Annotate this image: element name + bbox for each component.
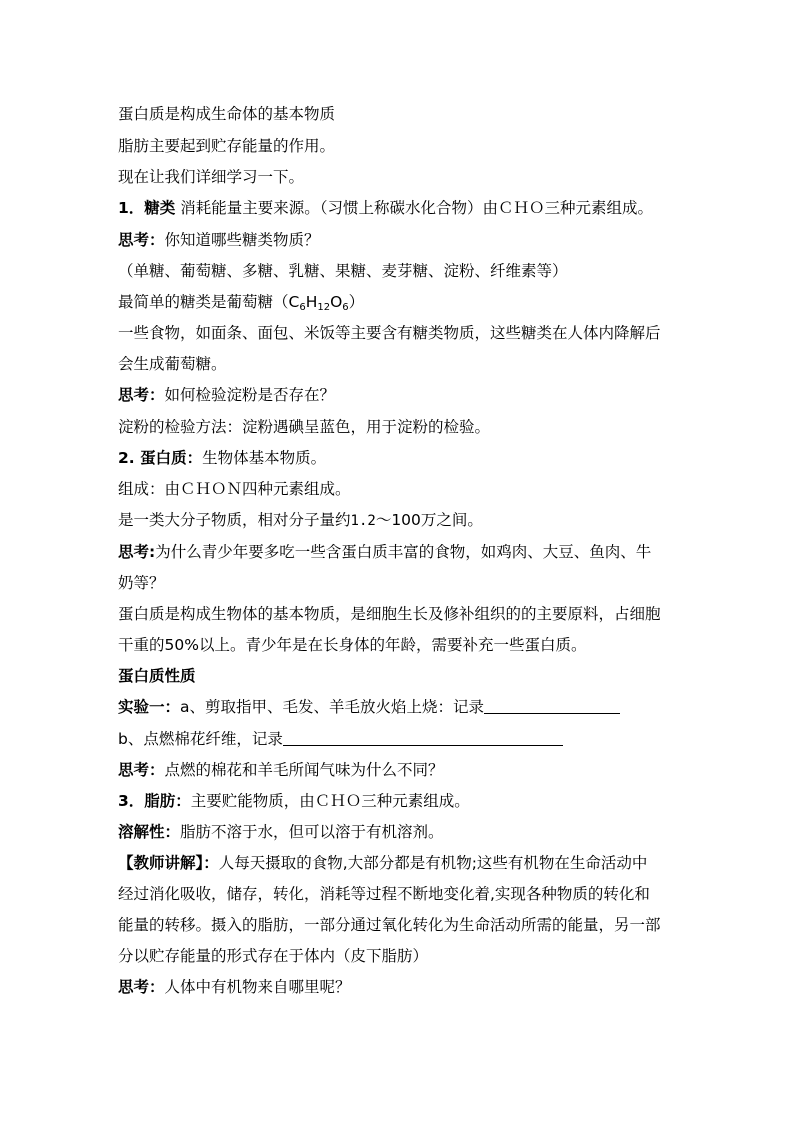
think-question: 为什么青少年要多吃一些含蛋白质丰富的食物，如鸡肉、大豆、鱼肉、牛 <box>155 543 652 561</box>
text-line-16 <box>118 573 678 593</box>
teacher-text-cont: 能量的转移。摄入的脂肪，一部分通过氧化转化为生命活动所需的能量，另一部 <box>118 916 661 934</box>
text-line-8 <box>118 323 678 343</box>
think-question-cont: 奶等？ <box>118 574 165 592</box>
protein-mass-text: 是一类大分子物质，相对分子量约 <box>118 511 351 529</box>
teacher-text-cont: 分以贮存能量的形式存在于体内（皮下脂肪） <box>118 947 429 965</box>
text-line-19 <box>118 666 678 686</box>
glucose-text: 最简单的糖类是葡萄糖（C <box>118 293 300 311</box>
text-line-2 <box>118 136 678 156</box>
text-line-6 <box>118 261 678 281</box>
text-line-24 <box>118 822 678 842</box>
glucose-close: ） <box>348 293 365 311</box>
protein-mass-range: ～100万之间。 <box>375 511 483 529</box>
text-line-11 <box>118 417 678 437</box>
teacher-text: 人每天摄取的食物,大部分都是有机物;这些有机物在生命活动中 <box>218 854 648 872</box>
text-line-14 <box>118 510 678 531</box>
protein-answer: 蛋白质是构成生物体的基本物质，是细胞生长及修补组织的的主要原料，占细胞 <box>118 605 661 623</box>
protein-mass-value: 1.2 <box>350 513 376 529</box>
food-text-cont: 会生成葡萄糖。 <box>118 355 227 373</box>
text-line-7 <box>118 292 678 318</box>
solubility-label: 溶解性： <box>118 823 181 841</box>
experiment-label: 实验一： <box>118 698 181 716</box>
element-o: O <box>330 293 343 311</box>
section-protein-heading: 2. 蛋白质： <box>118 449 203 467</box>
think-label: 思考： <box>118 761 165 779</box>
food-text: 一些食物，如面条、面包、米饭等主要含有糖类物质，这些糖类在人体内降解后 <box>118 324 661 342</box>
text-line-27 <box>118 915 678 935</box>
sugar-list: （单糖、葡萄糖、多糖、乳糖、果糖、麦芽糖、淀粉、纤维素等） <box>118 262 568 280</box>
element-h: H <box>305 293 318 311</box>
section-fat-heading: 3．脂肪： <box>118 792 191 810</box>
record-blank-b <box>283 729 563 746</box>
section-sugar-heading: 1．糖类 <box>118 199 176 217</box>
text-line-5 <box>118 230 678 250</box>
text-line-18 <box>118 635 678 655</box>
text-line-17 <box>118 604 678 624</box>
think-label: 思考： <box>118 978 165 996</box>
teacher-text-cont: 经过消化吸收，储存，转化，消耗等过程不断地变化着,实现各种物质的转化和 <box>118 885 650 903</box>
text-line-12 <box>118 448 678 468</box>
section-protein-text: 生物体基本物质。 <box>202 449 327 467</box>
section-fat-text: 主要贮能物质，由ＣＨＯ三种元素组成。 <box>190 792 470 810</box>
text-line-21 <box>118 729 678 749</box>
solubility-text: 脂肪不溶于水，但可以溶于有机溶剂。 <box>180 823 444 841</box>
text-line-4 <box>118 198 678 218</box>
text-line-1 <box>118 104 678 124</box>
text-line-29 <box>118 977 678 997</box>
protein-answer-cont: 干重的50%以上。青少年是在长身体的年龄，需要补充一些蛋白质。 <box>118 636 587 654</box>
fat-intro: 脂肪主要起到贮存能量的作用。 <box>118 137 336 155</box>
text-line-28 <box>118 946 678 966</box>
text-line-3 <box>118 167 678 187</box>
starch-test: 淀粉的检验方法：淀粉遇碘呈蓝色，用于淀粉的检验。 <box>118 418 491 436</box>
text-line-9 <box>118 354 678 374</box>
protein-composition: 组成：由ＣＨＯＮ四种元素组成。 <box>118 480 351 498</box>
teacher-label: 【教师讲解】： <box>118 854 219 872</box>
think-question: 你知道哪些糖类物质？ <box>164 231 320 249</box>
subscript: 12 <box>317 302 331 313</box>
text-line-22 <box>118 760 678 780</box>
lesson-lead: 现在让我们详细学习一下。 <box>118 168 305 186</box>
think-label: 思考: <box>118 543 156 561</box>
text-line-13 <box>118 479 678 499</box>
subscript: 6 <box>342 302 349 313</box>
text-line-26 <box>118 884 678 904</box>
think-question: 如何检验淀粉是否存在？ <box>164 386 336 404</box>
section-sugar-text: 消耗能量主要来源。（习惯上称碳水化合物）由ＣＨＯ三种元素组成。 <box>175 199 653 217</box>
think-question: 人体中有机物来自哪里呢？ <box>164 978 351 996</box>
protein-properties-heading: 蛋白质性质 <box>118 667 196 685</box>
text-line-25 <box>118 853 678 873</box>
experiment-b: b、点燃棉花纤维，记录 <box>118 730 283 748</box>
text-line-15 <box>118 542 678 562</box>
think-label: 思考： <box>118 231 165 249</box>
experiment-a: a、剪取指甲、毛发、羊毛放火焰上烧：记录 <box>180 698 485 716</box>
record-blank-a <box>484 697 620 714</box>
think-question: 点燃的棉花和羊毛所闻气味为什么不同？ <box>164 761 444 779</box>
text-line-10 <box>118 385 678 405</box>
text-line-20 <box>118 697 678 717</box>
protein-intro: 蛋白质是构成生命体的基本物质 <box>118 105 336 123</box>
think-label: 思考： <box>118 386 165 404</box>
text-line-23 <box>118 791 678 811</box>
subscript: 6 <box>299 302 306 313</box>
